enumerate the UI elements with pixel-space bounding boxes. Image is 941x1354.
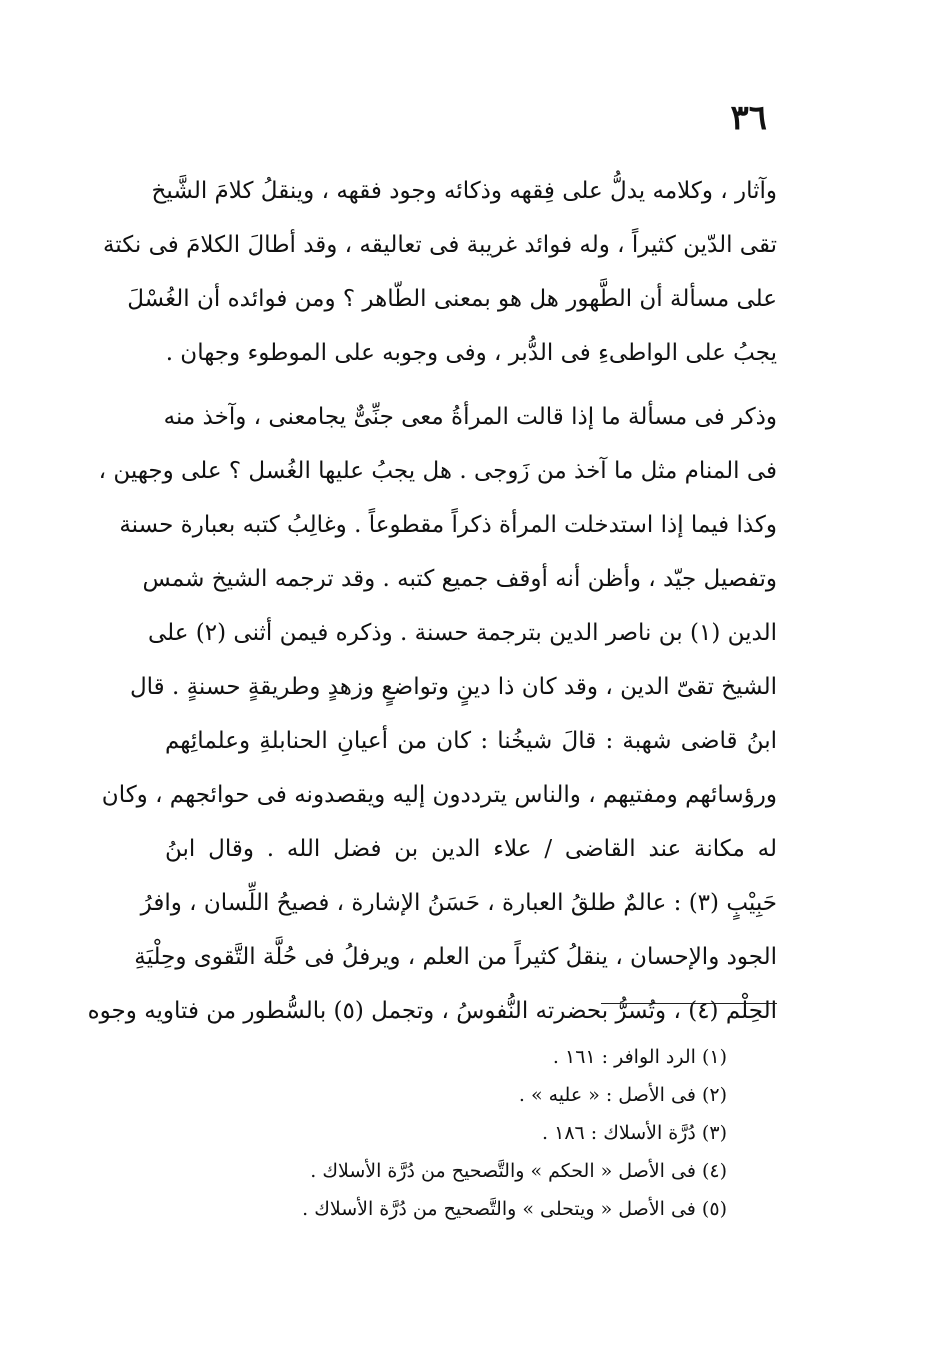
text-line: الحِلْم (٤) ، وتُسرُّ بحضرته النُّفوسُ ، وتجمل (٥) بالسُّطور من فتاويه وجوه bbox=[87, 998, 777, 1024]
text-line: الدين (١) بن ناصر الدين بترجمة حسنة . وذكره فيمن أثنى (٢) على bbox=[147, 620, 777, 646]
text-line: وتفصيل جيّد ، وأظن أنه أوقف جميع كتبه . وقد ترجمه الشيخ شمس bbox=[142, 566, 777, 592]
text-line: حَبِيْبٍ (٣) : عالمٌ طلقُ العبارة ، حَسَنُ الإشارة ، فصيحُ اللِّسان ، وافرُ bbox=[140, 890, 777, 916]
main-text bbox=[87, 164, 777, 1038]
text-line: ورؤسائهم ومفتيهم ، والناس يترددون إليه ويقصدونه فى حوائجهم ، وكان bbox=[101, 782, 777, 808]
text-line: وكذا فيما إذا استدخلت المرأة ذكراً مقطوعاً . وغالِبُ كتبه بعبارة حسنة bbox=[119, 512, 777, 538]
footnote: (٣) دُرَّة الأسلاك : ١٨٦ . bbox=[542, 1122, 727, 1144]
footnote: (٥) فى الأصل « ويتحلى » والتَّصحيح من دُرَّة الأسلاك . bbox=[302, 1198, 727, 1220]
text-line: ابنُ قاضى شهبة : قالَ شيخُنا : كان من أعيانِ الحنابلةِ وعلمائِهم bbox=[165, 728, 777, 754]
footnote: (٤) فى الأصل « الحكم » والتَّصحيح من دُرَّة الأسلاك . bbox=[310, 1160, 727, 1182]
text-line: تقى الدّين كثيراً ، وله فوائد غريبة فى تعاليقه ، وقد أطالَ الكلامَ فى نكتة bbox=[102, 232, 777, 258]
footnotes bbox=[207, 1038, 727, 1228]
text-line: وذكر فى مسألة ما إذا قالت المرأةُ معى جنِّىٌّ يجامعنى ، وآخذ منه bbox=[163, 404, 777, 430]
text-line: وآثار ، وكلامه يدلُّ على فِقهه وذكائه وجود فقهه ، وينقلُ كلامَ الشَّيخ bbox=[151, 178, 777, 204]
text-line: يجبُ على الواطىءِ فى الدُّبر ، وفى وجوبه على الموطوء وجهان . bbox=[165, 340, 777, 366]
text-line: فى المنام مثل ما آخذ من زَوجى . هل يجبُ عليها الغُسل ؟ على وجهين ، bbox=[98, 458, 777, 484]
footnote-divider bbox=[601, 1003, 777, 1004]
text-line: الشيخ تقىّ الدين ، وقد كان ذا دينٍ وتواضعٍ وزهدٍ وطريقةٍ حسنةٍ . قال bbox=[129, 674, 777, 700]
page-number: ٣٦ bbox=[730, 98, 767, 138]
paragraph-gap bbox=[165, 380, 777, 390]
text-line: له مكانة عند القاضى / علاء الدين بن فضل الله . وقال ابنُ bbox=[165, 836, 777, 862]
footnote: (٢) فى الأصل : « عليه » . bbox=[518, 1084, 727, 1106]
footnote: (١) الرد الوافر : ١٦١ . bbox=[552, 1046, 727, 1068]
text-line: على مسألة أن الطَّهور هل هو بمعنى الطّاهر ؟ ومن فوائده أن الغُسْلَ bbox=[127, 286, 777, 312]
text-line: الجود والإحسان ، ينقلُ كثيراً من العلم ، ويرفلُ فى حُلَّة التَّقوى وحِلْيَةِ bbox=[134, 944, 777, 970]
